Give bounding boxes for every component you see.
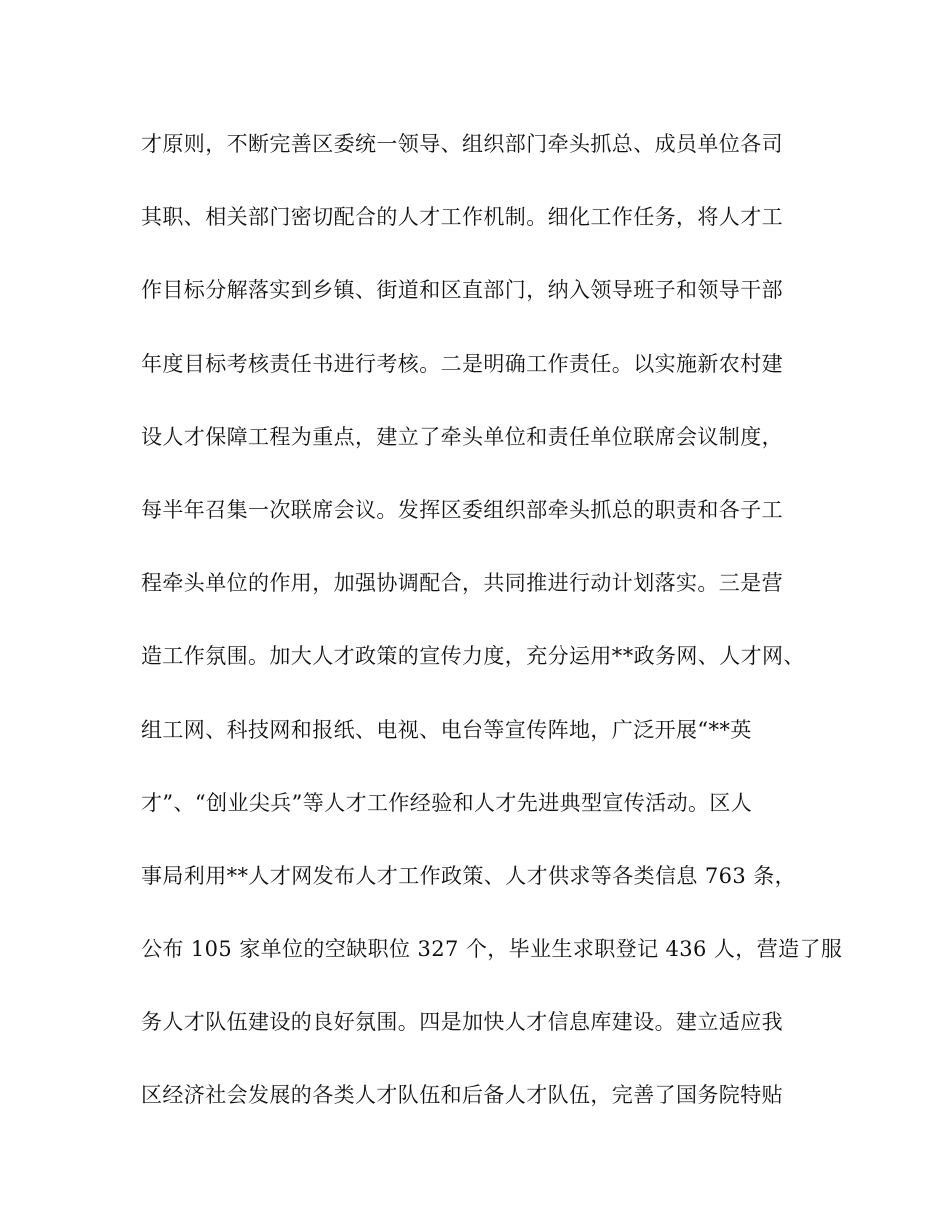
- text-line: 区经济社会发展的各类人才队伍和后备人才队伍，完善了国务院特贴: [141, 1083, 783, 1108]
- text-line: 组工网、科技网和报纸、电视、电台等宣传阵地，广泛开展“**英: [141, 717, 752, 742]
- text-line: 事局利用**人才网发布人才工作政策、人才供求等各类信息 763 条，: [141, 863, 797, 888]
- text-line: 才原则，不断完善区委统一领导、组织部门牵头抓总、成员单位各司: [141, 132, 783, 156]
- text-line: 务人才队伍建设的良好氛围。四是加快人才信息库建设。建立适应我: [141, 1010, 783, 1035]
- text-line: 公布 105 家单位的空缺职位 327 个，毕业生求职登记 436 人，营造了服: [141, 937, 843, 962]
- text-line: 作目标分解落实到乡镇、街道和区直部门，纳入领导班子和领导干部: [141, 278, 783, 303]
- text-line: 年度目标考核责任书进行考核。二是明确工作责任。以实施新农村建: [141, 351, 783, 376]
- text-line: 设人才保障工程为重点，建立了牵头单位和责任单位联席会议制度，: [141, 424, 783, 449]
- text-line: 每半年召集一次联席会议。发挥区委组织部牵头抓总的职责和各子工: [141, 497, 783, 522]
- body-text: [141, 122, 843, 1147]
- text-line: 其职、相关部门密切配合的人才工作机制。细化工作任务，将人才工: [141, 205, 783, 230]
- text-line: 造工作氛围。加大人才政策的宣传力度，充分运用**政务网、人才网、: [141, 644, 805, 669]
- text-line: 程牵头单位的作用，加强协调配合，共同推进行动计划落实。三是营: [141, 571, 783, 596]
- text-line: 才”、“创业尖兵”等人才工作经验和人才先进典型宣传活动。区人: [141, 790, 753, 815]
